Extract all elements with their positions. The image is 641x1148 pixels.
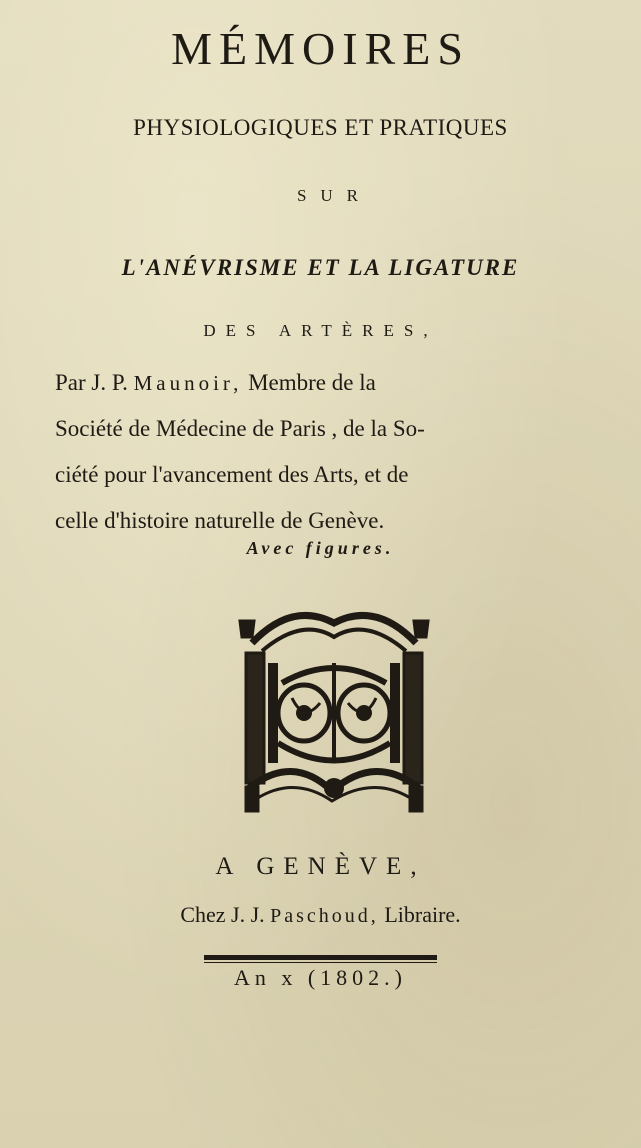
- printers-ornament-icon: [232, 603, 436, 815]
- author-line-1: [55, 360, 595, 406]
- imprint-year: An x (1802.): [233, 965, 408, 990]
- author-prefix: Par J. P.: [55, 370, 128, 395]
- arteres-line: DES ARTÈRES,: [203, 321, 438, 340]
- sur-line: SUR: [296, 186, 373, 205]
- imprint-publisher: [0, 902, 641, 928]
- author-line-4: celle d'histoire naturelle de Genève.: [55, 508, 385, 533]
- avec-figures: Avec figures.: [246, 538, 395, 558]
- publisher-suffix: Libraire.: [384, 902, 461, 927]
- imprint-city: A GENÈVE,: [215, 853, 426, 880]
- author-name: Maunoir,: [133, 371, 243, 395]
- publisher-name: Paschoud,: [270, 905, 379, 927]
- subtitle: PHYSIOLOGIQUES ET PRATIQUES: [133, 115, 508, 140]
- author-line-3: ciété pour l'avancement des Arts, et de: [55, 462, 409, 487]
- decorative-rule: [204, 955, 437, 960]
- publisher-prefix: Chez J. J.: [180, 902, 265, 927]
- author-paragraph: [55, 360, 595, 544]
- subject-title: L'ANÉVRISME ET LA LIGATURE: [121, 255, 520, 280]
- author-suffix: Membre de la: [248, 370, 376, 395]
- author-line-2: Société de Médecine de Paris , de la So-: [55, 416, 425, 441]
- main-title: MÉMOIRES: [171, 23, 470, 74]
